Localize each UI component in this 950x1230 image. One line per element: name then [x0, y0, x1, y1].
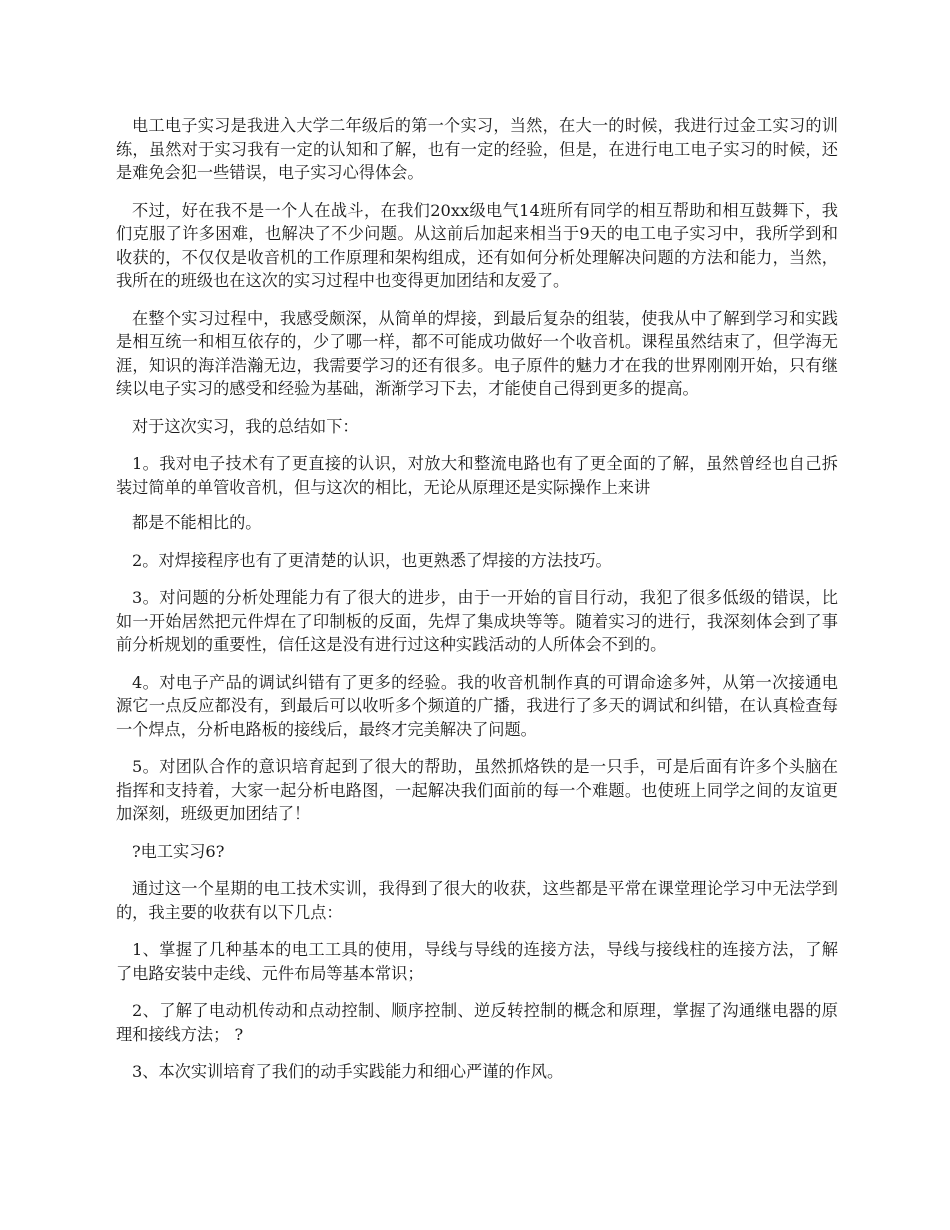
paragraph-point-1: 1。我对电子技术有了更直接的认识，对放大和整流电路也有了更全面的了解，虽然曾经也自己拆装过简单的单管收音机，但与这次的相比，无论从原理还是实际操作上来讲: [116, 454, 838, 497]
paragraph-point-1-continued: 都是不能相比的。: [132, 513, 262, 532]
section-heading: ?电工实习6?: [132, 841, 225, 861]
paragraph-training-intro: 通过这一个星期的电工技术实训，我得到了很大的收获，这些都是平常在课堂理论学习中无法学到的，我主要的收获有以下几点：: [116, 879, 838, 922]
paragraph-point-5: 5。对团队合作的意识培育起到了很大的帮助，虽然抓烙铁的是一只手，可是后面有许多个头脑在指挥和支持着，大家一起分析电路图，一起解决我们面前的每一个难题。也使班上同学之间的友谊更加深刻，班级更加团结了！: [116, 757, 838, 823]
paragraph-intro: 电工电子实习是我进入大学二年级后的第一个实习，当然，在大一的时候，我进行过金工实习的训练，虽然对于实习我有一定的认知和了解，也有一定的经验，但是，在进行电工电子实习的时候，还是难免会犯一些错误，电子实习心得体会。: [116, 116, 838, 182]
paragraph-gain-1: 1、掌握了几种基本的电工工具的使用，导线与导线的连接方法，导线与接线柱的连接方法，了解了电路安装中走线、元件布局等基本常识；: [116, 940, 838, 983]
document-body: [116, 114, 838, 1098]
paragraph-teamwork: 不过，好在我不是一个人在战斗，在我们20xx级电气14班所有同学的相互帮助和相互鼓舞下，我们克服了许多困难，也解决了不少问题。从这前后加起来相当于9天的电工电子实习中，我所学到和收获的，不仅仅是收音机的工作原理和架构组成，还有如何分析处理解决问题的方法和能力，当然，我所在的班级也在这次的实习过程中也变得更加团结和友爱了。: [116, 200, 838, 290]
paragraph-point-3: 3。对问题的分析处理能力有了很大的进步，由于一开始的盲目行动，我犯了很多低级的错误，比如一开始居然把元件焊在了印制板的反面，先焊了集成块等等。随着实习的进行，我深刻体会到了事前分析规划的重要性，信任这是没有进行过这种实践活动的人所体会不到的。: [116, 588, 838, 654]
paragraph-point-4: 4。对电子产品的调试纠错有了更多的经验。我的收音机制作真的可谓命途多舛，从第一次接通电源它一点反应都没有，到最后可以收听多个频道的广播，我进行了多天的调试和纠错，在认真检查每一个焊点，分析电路板的接线后，最终才完美解决了问题。: [116, 672, 838, 739]
paragraph-gain-2: 2、了解了电动机传动和点动控制、顺序控制、逆反转控制的概念和原理，掌握了沟通继电器的原理和接线方法； ?: [116, 1001, 838, 1044]
paragraph-point-2: 2。对焊接程序也有了更清楚的认识，也更熟悉了焊接的方法技巧。: [132, 550, 612, 570]
paragraph-experience: 在整个实习过程中，我感受颇深，从简单的焊接，到最后复杂的组装，使我从中了解到学习和实践是相互统一和相互依存的，少了哪一样，都不可能成功做好一个收音机。课程虽然结束了，但学海无涯，知识的海洋浩瀚无边，我需要学习的还有很多。电子原件的魅力才在我的世界刚刚开始，只有继续以电子实习的感受和经验为基础，渐渐学习下去，才能使自己得到更多的提高。: [116, 308, 838, 398]
paragraph-gain-3: 3、本次实训培育了我们的动手实践能力和细心严谨的作风。: [132, 1062, 564, 1081]
paragraph-summary-heading: 对于这次实习，我的总结如下：: [132, 416, 359, 436]
